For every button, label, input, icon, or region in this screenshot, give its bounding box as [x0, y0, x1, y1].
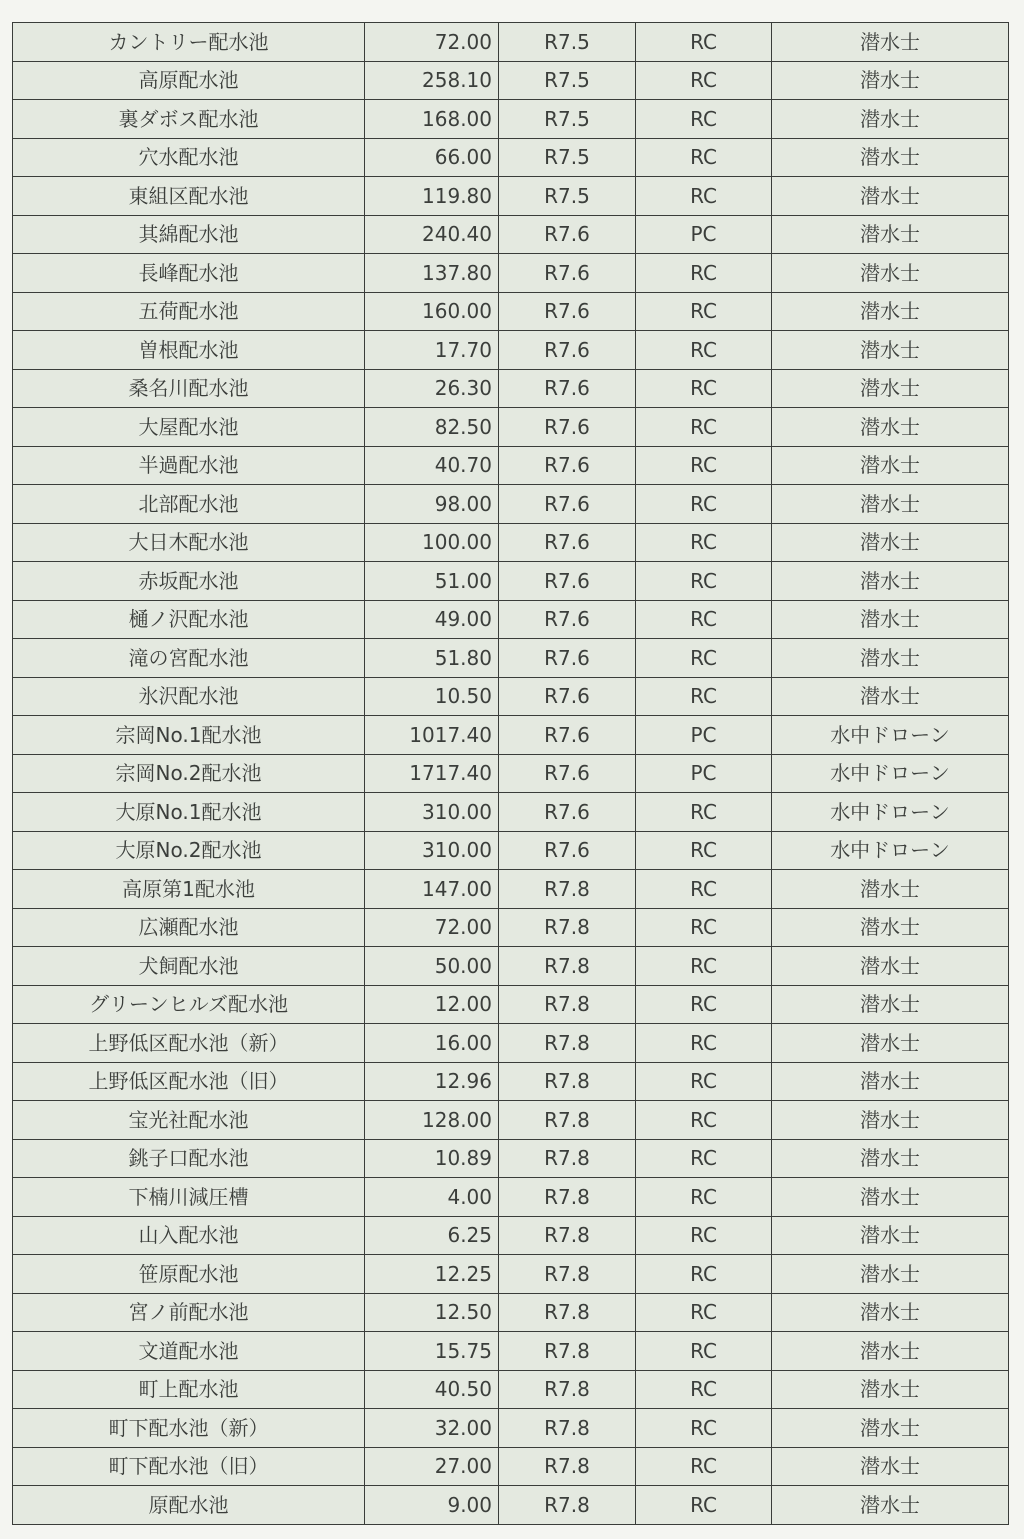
volume-cell: 10.89: [365, 1139, 499, 1178]
reservoir-name-cell: グリーンヒルズ配水池: [13, 985, 365, 1024]
volume-cell: 72.00: [365, 23, 499, 62]
reservoir-name-cell: カントリー配水池: [13, 23, 365, 62]
table-row: [13, 254, 1009, 293]
reservoir-name-cell: 広瀬配水池: [13, 908, 365, 947]
table-row: [13, 1293, 1009, 1332]
inspection-method-cell: 潜水士: [772, 215, 1009, 254]
reservoir-name-cell: 赤坂配水池: [13, 562, 365, 601]
reservoir-name-cell: 大屋配水池: [13, 408, 365, 447]
schedule-date-cell: R7.6: [499, 331, 636, 370]
volume-cell: 1017.40: [365, 716, 499, 755]
inspection-method-cell: 潜水士: [772, 1178, 1009, 1217]
table-row: [13, 61, 1009, 100]
structure-type-cell: RC: [636, 23, 772, 62]
reservoir-name-cell: 桑名川配水池: [13, 369, 365, 408]
inspection-method-cell: 潜水士: [772, 1216, 1009, 1255]
schedule-date-cell: R7.8: [499, 1062, 636, 1101]
inspection-method-cell: 潜水士: [772, 446, 1009, 485]
inspection-method-cell: 潜水士: [772, 485, 1009, 524]
inspection-method-cell: 潜水士: [772, 369, 1009, 408]
table-row: [13, 716, 1009, 755]
inspection-method-cell: 潜水士: [772, 1255, 1009, 1294]
inspection-method-cell: 水中ドローン: [772, 793, 1009, 832]
reservoir-name-cell: 原配水池: [13, 1486, 365, 1525]
volume-cell: 40.70: [365, 446, 499, 485]
reservoir-name-cell: 裏ダボス配水池: [13, 100, 365, 139]
table-row: [13, 331, 1009, 370]
table-row: [13, 1409, 1009, 1448]
schedule-date-cell: R7.6: [499, 369, 636, 408]
reservoir-name-cell: 銚子口配水池: [13, 1139, 365, 1178]
volume-cell: 10.50: [365, 677, 499, 716]
volume-cell: 15.75: [365, 1332, 499, 1371]
schedule-date-cell: R7.8: [499, 947, 636, 986]
table-row: [13, 1139, 1009, 1178]
structure-type-cell: RC: [636, 985, 772, 1024]
table-row: [13, 1178, 1009, 1217]
schedule-date-cell: R7.6: [499, 639, 636, 678]
reservoir-name-cell: 大原No.2配水池: [13, 831, 365, 870]
volume-cell: 12.50: [365, 1293, 499, 1332]
inspection-method-cell: 潜水士: [772, 523, 1009, 562]
reservoir-name-cell: 文道配水池: [13, 1332, 365, 1371]
schedule-date-cell: R7.8: [499, 1332, 636, 1371]
volume-cell: 160.00: [365, 292, 499, 331]
volume-cell: 98.00: [365, 485, 499, 524]
structure-type-cell: RC: [636, 831, 772, 870]
inspection-method-cell: 潜水士: [772, 408, 1009, 447]
schedule-date-cell: R7.6: [499, 523, 636, 562]
structure-type-cell: RC: [636, 1255, 772, 1294]
inspection-method-cell: 潜水士: [772, 100, 1009, 139]
volume-cell: 26.30: [365, 369, 499, 408]
volume-cell: 51.80: [365, 639, 499, 678]
reservoir-name-cell: 宮ノ前配水池: [13, 1293, 365, 1332]
schedule-date-cell: R7.5: [499, 177, 636, 216]
reservoir-name-cell: 滝の宮配水池: [13, 639, 365, 678]
volume-cell: 240.40: [365, 215, 499, 254]
structure-type-cell: RC: [636, 254, 772, 293]
inspection-method-cell: 潜水士: [772, 1409, 1009, 1448]
reservoir-name-cell: 曽根配水池: [13, 331, 365, 370]
volume-cell: 147.00: [365, 870, 499, 909]
reservoir-name-cell: 氷沢配水池: [13, 677, 365, 716]
volume-cell: 72.00: [365, 908, 499, 947]
structure-type-cell: RC: [636, 947, 772, 986]
schedule-date-cell: R7.5: [499, 61, 636, 100]
volume-cell: 310.00: [365, 831, 499, 870]
inspection-method-cell: 潜水士: [772, 1024, 1009, 1063]
reservoir-name-cell: 宗岡No.2配水池: [13, 754, 365, 793]
reservoir-name-cell: 宝光社配水池: [13, 1101, 365, 1140]
inspection-method-cell: 潜水士: [772, 292, 1009, 331]
table-row: [13, 831, 1009, 870]
structure-type-cell: RC: [636, 61, 772, 100]
reservoir-table-container: [12, 22, 1009, 1525]
reservoir-name-cell: 其綿配水池: [13, 215, 365, 254]
reservoir-name-cell: 宗岡No.1配水池: [13, 716, 365, 755]
schedule-date-cell: R7.5: [499, 100, 636, 139]
table-row: [13, 677, 1009, 716]
structure-type-cell: RC: [636, 177, 772, 216]
structure-type-cell: PC: [636, 215, 772, 254]
table-row: [13, 1332, 1009, 1371]
reservoir-name-cell: 町上配水池: [13, 1370, 365, 1409]
schedule-date-cell: R7.6: [499, 600, 636, 639]
volume-cell: 137.80: [365, 254, 499, 293]
inspection-method-cell: 潜水士: [772, 1486, 1009, 1525]
schedule-date-cell: R7.5: [499, 23, 636, 62]
schedule-date-cell: R7.6: [499, 793, 636, 832]
volume-cell: 51.00: [365, 562, 499, 601]
schedule-date-cell: R7.6: [499, 677, 636, 716]
schedule-date-cell: R7.6: [499, 446, 636, 485]
volume-cell: 100.00: [365, 523, 499, 562]
reservoir-name-cell: 北部配水池: [13, 485, 365, 524]
schedule-date-cell: R7.8: [499, 1024, 636, 1063]
volume-cell: 168.00: [365, 100, 499, 139]
table-row: [13, 985, 1009, 1024]
volume-cell: 310.00: [365, 793, 499, 832]
structure-type-cell: RC: [636, 870, 772, 909]
reservoir-name-cell: 下楠川減圧槽: [13, 1178, 365, 1217]
volume-cell: 82.50: [365, 408, 499, 447]
schedule-date-cell: R7.8: [499, 1139, 636, 1178]
inspection-method-cell: 潜水士: [772, 600, 1009, 639]
table-row: [13, 793, 1009, 832]
reservoir-name-cell: 大原No.1配水池: [13, 793, 365, 832]
table-row: [13, 639, 1009, 678]
inspection-method-cell: 潜水士: [772, 1370, 1009, 1409]
structure-type-cell: RC: [636, 677, 772, 716]
volume-cell: 27.00: [365, 1447, 499, 1486]
structure-type-cell: RC: [636, 1370, 772, 1409]
inspection-method-cell: 潜水士: [772, 1293, 1009, 1332]
inspection-method-cell: 潜水士: [772, 677, 1009, 716]
structure-type-cell: RC: [636, 331, 772, 370]
structure-type-cell: RC: [636, 1332, 772, 1371]
structure-type-cell: RC: [636, 369, 772, 408]
structure-type-cell: RC: [636, 908, 772, 947]
volume-cell: 119.80: [365, 177, 499, 216]
reservoir-name-cell: 東組区配水池: [13, 177, 365, 216]
inspection-method-cell: 潜水士: [772, 985, 1009, 1024]
schedule-date-cell: R7.8: [499, 1486, 636, 1525]
table-row: [13, 1370, 1009, 1409]
structure-type-cell: RC: [636, 1024, 772, 1063]
volume-cell: 40.50: [365, 1370, 499, 1409]
table-row: [13, 1101, 1009, 1140]
schedule-date-cell: R7.8: [499, 1255, 636, 1294]
schedule-date-cell: R7.6: [499, 292, 636, 331]
structure-type-cell: RC: [636, 793, 772, 832]
structure-type-cell: RC: [636, 408, 772, 447]
table-row: [13, 138, 1009, 177]
volume-cell: 16.00: [365, 1024, 499, 1063]
table-row: [13, 523, 1009, 562]
table-row: [13, 1216, 1009, 1255]
inspection-method-cell: 潜水士: [772, 870, 1009, 909]
schedule-date-cell: R7.8: [499, 1178, 636, 1217]
structure-type-cell: RC: [636, 562, 772, 601]
inspection-method-cell: 潜水士: [772, 138, 1009, 177]
inspection-method-cell: 水中ドローン: [772, 831, 1009, 870]
reservoir-table: [12, 22, 1009, 1525]
structure-type-cell: RC: [636, 1409, 772, 1448]
schedule-date-cell: R7.8: [499, 1370, 636, 1409]
inspection-method-cell: 潜水士: [772, 177, 1009, 216]
schedule-date-cell: R7.8: [499, 1447, 636, 1486]
table-row: [13, 1062, 1009, 1101]
reservoir-name-cell: 上野低区配水池（新）: [13, 1024, 365, 1063]
schedule-date-cell: R7.8: [499, 1293, 636, 1332]
reservoir-name-cell: 山入配水池: [13, 1216, 365, 1255]
table-row: [13, 1024, 1009, 1063]
structure-type-cell: RC: [636, 138, 772, 177]
volume-cell: 1717.40: [365, 754, 499, 793]
table-body: [13, 23, 1009, 1525]
reservoir-name-cell: 上野低区配水池（旧）: [13, 1062, 365, 1101]
table-row: [13, 1486, 1009, 1525]
volume-cell: 12.25: [365, 1255, 499, 1294]
reservoir-name-cell: 高原配水池: [13, 61, 365, 100]
structure-type-cell: RC: [636, 446, 772, 485]
table-row: [13, 908, 1009, 947]
structure-type-cell: RC: [636, 600, 772, 639]
schedule-date-cell: R7.6: [499, 215, 636, 254]
reservoir-name-cell: 笹原配水池: [13, 1255, 365, 1294]
schedule-date-cell: R7.8: [499, 908, 636, 947]
volume-cell: 4.00: [365, 1178, 499, 1217]
volume-cell: 9.00: [365, 1486, 499, 1525]
inspection-method-cell: 潜水士: [772, 908, 1009, 947]
schedule-date-cell: R7.6: [499, 754, 636, 793]
reservoir-name-cell: 樋ノ沢配水池: [13, 600, 365, 639]
reservoir-name-cell: 穴水配水池: [13, 138, 365, 177]
structure-type-cell: RC: [636, 1447, 772, 1486]
table-row: [13, 446, 1009, 485]
structure-type-cell: PC: [636, 754, 772, 793]
schedule-date-cell: R7.8: [499, 1101, 636, 1140]
reservoir-name-cell: 長峰配水池: [13, 254, 365, 293]
schedule-date-cell: R7.8: [499, 870, 636, 909]
reservoir-name-cell: 町下配水池（新）: [13, 1409, 365, 1448]
volume-cell: 49.00: [365, 600, 499, 639]
table-row: [13, 870, 1009, 909]
volume-cell: 50.00: [365, 947, 499, 986]
table-row: [13, 177, 1009, 216]
schedule-date-cell: R7.6: [499, 254, 636, 293]
volume-cell: 12.96: [365, 1062, 499, 1101]
table-row: [13, 100, 1009, 139]
volume-cell: 66.00: [365, 138, 499, 177]
schedule-date-cell: R7.5: [499, 138, 636, 177]
inspection-method-cell: 潜水士: [772, 562, 1009, 601]
structure-type-cell: RC: [636, 1101, 772, 1140]
table-row: [13, 754, 1009, 793]
inspection-method-cell: 水中ドローン: [772, 716, 1009, 755]
volume-cell: 258.10: [365, 61, 499, 100]
schedule-date-cell: R7.6: [499, 831, 636, 870]
structure-type-cell: RC: [636, 1139, 772, 1178]
inspection-method-cell: 潜水士: [772, 1447, 1009, 1486]
reservoir-name-cell: 大日木配水池: [13, 523, 365, 562]
structure-type-cell: RC: [636, 1178, 772, 1217]
reservoir-name-cell: 犬飼配水池: [13, 947, 365, 986]
table-row: [13, 23, 1009, 62]
structure-type-cell: RC: [636, 1216, 772, 1255]
volume-cell: 17.70: [365, 331, 499, 370]
inspection-method-cell: 潜水士: [772, 23, 1009, 62]
table-row: [13, 562, 1009, 601]
volume-cell: 128.00: [365, 1101, 499, 1140]
inspection-method-cell: 潜水士: [772, 1139, 1009, 1178]
table-row: [13, 1447, 1009, 1486]
reservoir-name-cell: 半過配水池: [13, 446, 365, 485]
schedule-date-cell: R7.6: [499, 716, 636, 755]
structure-type-cell: RC: [636, 639, 772, 678]
schedule-date-cell: R7.8: [499, 1216, 636, 1255]
schedule-date-cell: R7.6: [499, 408, 636, 447]
schedule-date-cell: R7.6: [499, 562, 636, 601]
table-row: [13, 408, 1009, 447]
table-row: [13, 600, 1009, 639]
structure-type-cell: PC: [636, 716, 772, 755]
reservoir-name-cell: 五荷配水池: [13, 292, 365, 331]
inspection-method-cell: 潜水士: [772, 639, 1009, 678]
inspection-method-cell: 潜水士: [772, 1062, 1009, 1101]
structure-type-cell: RC: [636, 1486, 772, 1525]
table-row: [13, 485, 1009, 524]
reservoir-name-cell: 町下配水池（旧）: [13, 1447, 365, 1486]
structure-type-cell: RC: [636, 1293, 772, 1332]
schedule-date-cell: R7.8: [499, 1409, 636, 1448]
inspection-method-cell: 潜水士: [772, 1101, 1009, 1140]
schedule-date-cell: R7.8: [499, 985, 636, 1024]
table-row: [13, 369, 1009, 408]
inspection-method-cell: 潜水士: [772, 61, 1009, 100]
structure-type-cell: RC: [636, 100, 772, 139]
inspection-method-cell: 潜水士: [772, 254, 1009, 293]
structure-type-cell: RC: [636, 485, 772, 524]
table-row: [13, 947, 1009, 986]
volume-cell: 6.25: [365, 1216, 499, 1255]
inspection-method-cell: 潜水士: [772, 331, 1009, 370]
structure-type-cell: RC: [636, 523, 772, 562]
volume-cell: 12.00: [365, 985, 499, 1024]
structure-type-cell: RC: [636, 292, 772, 331]
inspection-method-cell: 潜水士: [772, 1332, 1009, 1371]
structure-type-cell: RC: [636, 1062, 772, 1101]
table-row: [13, 292, 1009, 331]
schedule-date-cell: R7.6: [499, 485, 636, 524]
reservoir-name-cell: 高原第1配水池: [13, 870, 365, 909]
table-row: [13, 1255, 1009, 1294]
inspection-method-cell: 水中ドローン: [772, 754, 1009, 793]
table-row: [13, 215, 1009, 254]
inspection-method-cell: 潜水士: [772, 947, 1009, 986]
volume-cell: 32.00: [365, 1409, 499, 1448]
